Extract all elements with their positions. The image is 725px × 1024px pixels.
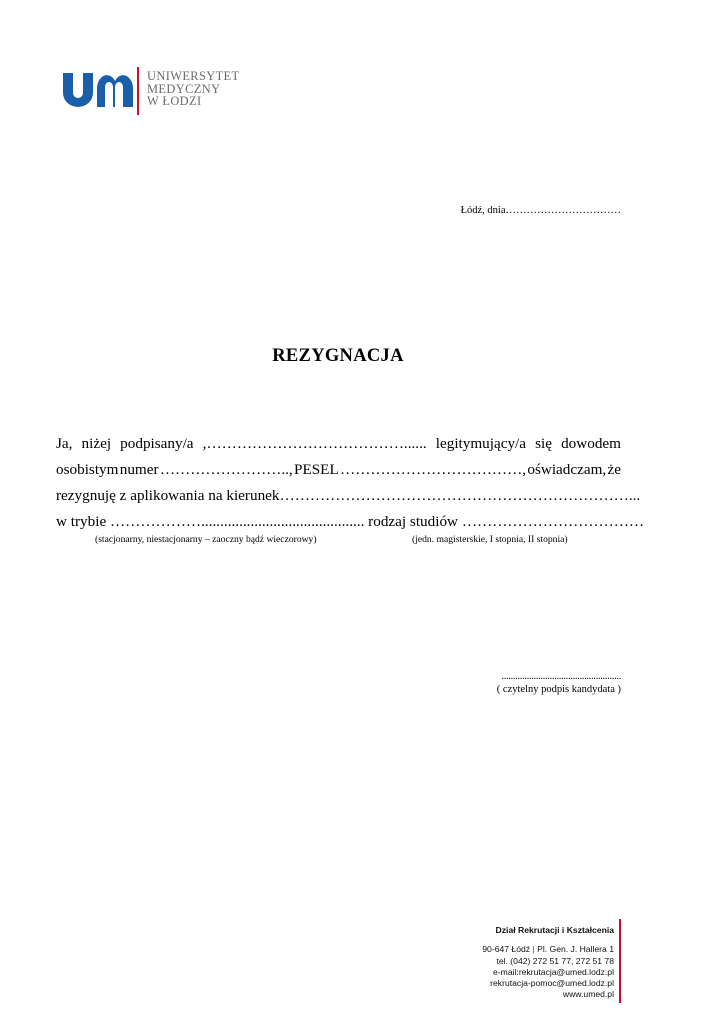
- word: Ja,: [56, 435, 73, 452]
- email-primary: e-mail:rekrutacja@umed.lodz.pl: [493, 966, 614, 977]
- word: się: [535, 435, 552, 452]
- word: dowodem: [561, 435, 621, 452]
- name-fill-line: ,…………………………………......: [202, 435, 427, 452]
- signature-line: ....................................................: [501, 671, 621, 682]
- mode-hint: (stacjonarny, niestacjonarny – zaoczny bądź wieczorowy): [95, 534, 317, 545]
- address-street: Pl. Gen. J. Hallera 1: [537, 944, 614, 955]
- declaration-line-4: [56, 509, 645, 535]
- department-name: Dział Rekrutacji i Kształcenia: [495, 925, 614, 935]
- pesel-fill-line: ………………………………,: [340, 461, 527, 478]
- footer-divider: [619, 919, 621, 1003]
- declaration-line-1: [56, 431, 621, 457]
- word: niżej: [81, 435, 112, 452]
- study-type-hint: (jedn. magisterskie, I stopnia, II stopnia): [412, 534, 568, 545]
- word: że: [607, 461, 621, 478]
- university-logo: [63, 67, 263, 117]
- declaration-text: [56, 431, 645, 535]
- word: PESEL: [294, 461, 339, 478]
- um-logo-mark-icon: [63, 73, 133, 107]
- logo-wordmark: [147, 70, 240, 108]
- mode-and-type-fill-line: w trybie ………………........................................... rodzaj studiów ………………………………: [56, 513, 645, 530]
- document-title: REZYGNACJA: [272, 346, 404, 366]
- footer-contact: [482, 925, 614, 1001]
- id-number-fill-line: ……………………..,: [159, 461, 293, 478]
- phone: tel. (042) 272 51 77, 272 51 78: [496, 955, 614, 966]
- date-line: Łódź, dnia……………………………: [460, 205, 621, 216]
- declaration-line-3: [56, 483, 641, 509]
- declaration-line-2: [56, 457, 621, 483]
- logo-divider: [137, 67, 139, 115]
- email-help: rekrutacja-pomoc@umed.lodz.pl: [490, 978, 614, 989]
- website: www.umed.pl: [562, 989, 614, 1000]
- word: legitymujący/a: [435, 435, 527, 452]
- word: podpisany/a: [120, 435, 194, 452]
- word: osobistym: [56, 461, 119, 478]
- logo-line-2: MEDYCZNY: [147, 81, 221, 96]
- field-of-study-fill-line: ……………………………………………………………...: [279, 487, 641, 504]
- logo-line-1: UNIWERSYTET: [147, 69, 240, 83]
- address-separator: |: [532, 944, 535, 955]
- phrase: rezygnuję z aplikowania na kierunek: [56, 487, 280, 504]
- address-city: 90-647 Łódź: [482, 944, 531, 955]
- word: oświadczam,: [527, 461, 607, 478]
- signature-label: ( czytelny podpis kandydata ): [496, 684, 621, 695]
- logo-line-3: W ŁODZI: [147, 94, 202, 108]
- word: numer: [119, 461, 159, 478]
- address: [482, 944, 614, 955]
